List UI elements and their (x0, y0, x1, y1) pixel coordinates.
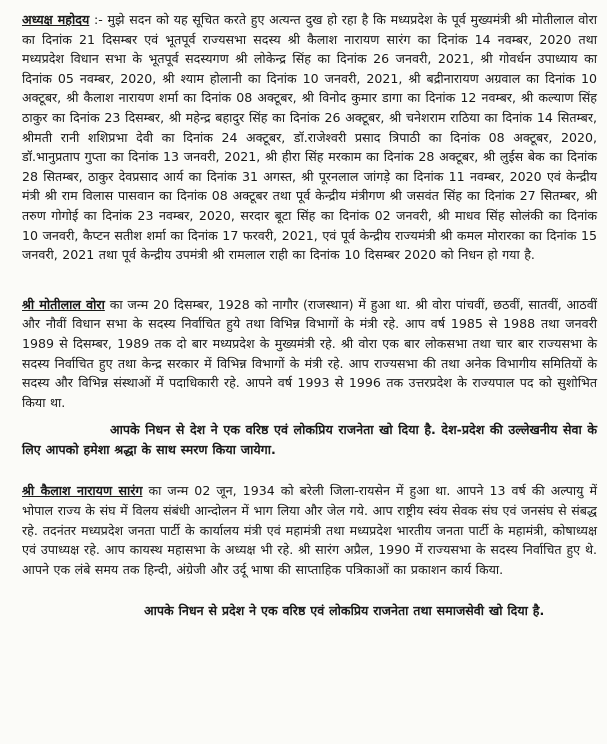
intro-paragraph (22, 10, 597, 265)
kailash-bio-paragraph (22, 481, 597, 579)
kailash-tribute: आपके निधन से प्रदेश ने एक वरिष्ठ एवं लोकप्रिय राजनेता तथा समाजसेवी खो दिया है. (144, 603, 545, 619)
kailash-name: श्री कैलाश नारायण सारंग (22, 483, 143, 499)
kailash-bio-text: का जन्म 02 जून, 1934 को बरेली जिला-रायसेन में हुआ था. आपने 13 वर्ष की अल्पायु में भोपाल राज्य के संघ में विलय संबंधी आन्दोलन में भाग लिया और जेल गये. आप राष्ट्रीय स्वंय सेवक संघ एवं जनसंघ से संबद्ध रहे. तदनंतर मध्यप्रदेश जनता पार्टी के कार्यालय मंत्री एवं महामंत्री तथा मध्यप्रदेश भारतीय जनता पार्टी के महामंत्री, कोषाध्यक्ष एवं उपाध्यक्ष रहे. आप कायस्थ महासभा के अध्यक्ष भी रहे. श्री सारंग अप्रैल, 1990 में राज्यसभा के सदस्य निर्वाचित हुए थे. आपने एक लंबे समय तक हिन्दी, अंग्रेजी और उर्दू भाषा की साप्ताहिक पत्रिकाओं का प्रकाशन कार्य किया. (22, 483, 597, 577)
intro-text: :- मुझे सदन को यह सूचित करते हुए अत्यन्त दुख हो रहा है कि मध्यप्रदेश के पूर्व मुख्यमंत्री श्री मोतीलाल वोरा का दिनांक 21 दिसम्बर एवं भूतपूर्व राज्यसभा सदस्य श्री कैलाश नारायण सारंग का दिनांक 14 नवम्बर, 2020 तथा मध्यप्रदेश विधान सभा के भूतपूर्व सदस्यगण श्री लोकेन्द्र सिंह का दिनांक 26 जनवरी, 2021, श्री गोवर्धन उपाध्याय का दिनांक 05 नवम्बर, 2020, श्री श्याम होलानी का दिनांक 10 जनवरी, 2021, श्री बद्रीनारायण अग्रवाल का दिनांक 10 अक्टूबर, श्री कैलाश नारायण शर्मा का दिनांक 08 अक्टूबर, श्री विनोद कुमार डागा का दिनांक 12 नवम्बर, श्री कल्याण सिंह ठाकुर का दिनांक 23 दिसम्बर, श्री महेन्द्र बहादुर सिंह का दिनांक 26 अक्टूबर, श्री चनेशराम राठिया का दिनांक 14 सितम्बर, श्रीमती रानी शशिप्रभा देवी का दिनांक 24 अक्टूबर, डॉ.राजेश्वरी प्रसाद त्रिपाठी का दिनांक 08 अक्टूबर, 2020, डॉ.भानुप्रताप गुप्ता का दिनांक 13 जनवरी, 2021, श्री हीरा सिंह मरकाम का दिनांक 28 अक्टूबर, श्री लुईस बेक का दिनांक 28 सितम्बर, ठाकुर देवप्रसाद आर्य का दिनांक 31 अगस्त, श्री पूरनलाल जांगड़े का दिनांक 11 नवम्बर, 2020 एवं केन्द्रीय मंत्री श्री राम विलास पासवान का दिनांक 08 अक्टूबर तथा पूर्व केन्द्रीय मंत्रीगण श्री जसवंत सिंह का दिनांक 27 सितम्बर, श्री तरुण गोगोई का दिनांक 23 नवम्बर, 2020, सरदार बूटा सिंह का दिनांक 02 जनवरी, श्री माधव सिंह सोलंकी का दिनांक 10 जनवरी, कैप्टन सतीश शर्मा का दिनांक 17 फरवरी, 2021, एवं पूर्व केन्द्रीय राज्यमंत्री श्री कमल मोरारका का दिनांक 15 जनवरी, 2021 तथा पूर्व केन्द्रीय उपमंत्री श्री रामलाल राही का दिनांक 10 दिसम्बर 2020 को निधन हो गया है. (22, 12, 597, 263)
motilal-bio-text: का जन्म 20 दिसम्बर, 1928 को नागौर (राजस्थान) में हुआ था. श्री वोरा पांचवीं, छठवीं, सातवीं, आठवीं और नौवीं विधान सभा के सदस्य निर्वाचित हुये तथा विभिन्न विभागों के मंत्री रहे. आप वर्ष 1985 से 1988 तथा जनवरी 1989 से दिसम्बर, 1989 तक दो बार मध्यप्रदेश के मुख्यमंत्री रहे. श्री वोरा एक बार लोकसभा तथा चार बार राज्यसभा के सदस्य निर्वाचित हुए तथा केन्द्र सरकार में विभिन्न विभागों के मंत्री रहे. आप राज्यसभा की तथा अनेक विभागीय समितियों के सदस्य और विभिन्न संस्थाओं में पदाधिकारी रहे. आपने वर्ष 1993 से 1996 तक उत्तरप्रदेश के राज्यपाल पद को सुशोभित किया था. (22, 296, 597, 410)
motilal-name: श्री मोतीलाल वोरा (22, 296, 105, 312)
motilal-bio-paragraph (22, 295, 597, 413)
speaker-label: अध्यक्ष महोदय (22, 12, 90, 27)
motilal-tribute: आपके निधन से देश ने एक वरिष्ठ एवं लोकप्रिय राजनेता खो दिया है. देश-प्रदेश की उल्लेखनीय सेवा के लिए आपको हमेशा श्रद्धा के साथ स्मरण किया जायेगा. (22, 422, 597, 457)
